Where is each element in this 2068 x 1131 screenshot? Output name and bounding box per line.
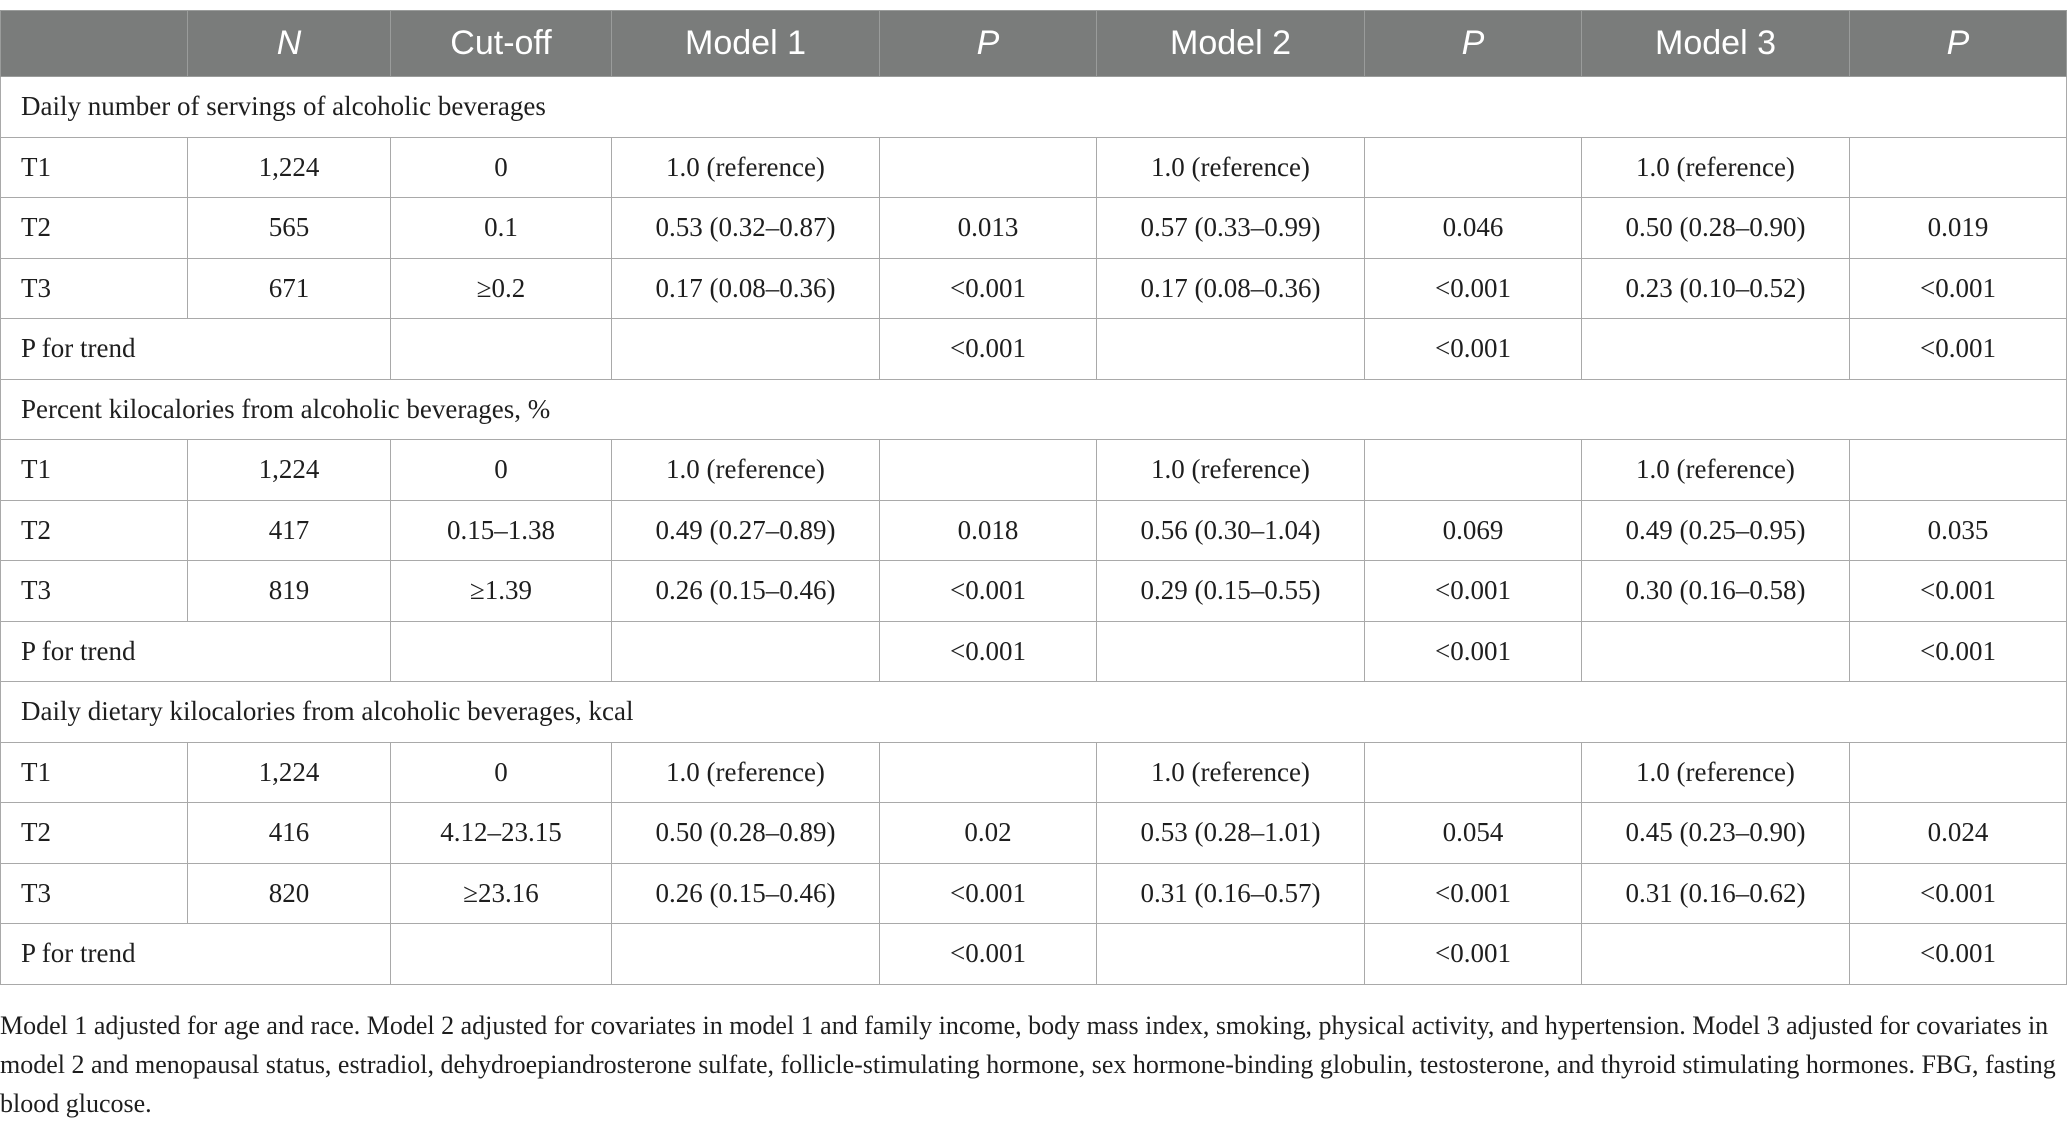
model-3-or: 0.45 (0.23–0.90) bbox=[1582, 803, 1850, 864]
model-2-or: 1.0 (reference) bbox=[1097, 742, 1365, 803]
model-1-or: 0.17 (0.08–0.36) bbox=[612, 258, 880, 319]
table-row bbox=[1, 440, 2067, 501]
header-model-1: Model 1 bbox=[612, 11, 880, 77]
trend-p-model-2: <0.001 bbox=[1365, 924, 1582, 985]
trend-p-model-3: <0.001 bbox=[1850, 319, 2067, 380]
table-row bbox=[1, 258, 2067, 319]
model-3-or: 0.49 (0.25–0.95) bbox=[1582, 500, 1850, 561]
tertile-label: T3 bbox=[1, 863, 188, 924]
model-3-or: 0.30 (0.16–0.58) bbox=[1582, 561, 1850, 622]
section-title: Daily number of servings of alcoholic beverages bbox=[1, 77, 2067, 138]
trend-p-model-2: <0.001 bbox=[1365, 319, 1582, 380]
empty-cell bbox=[612, 319, 880, 380]
model-1-p: <0.001 bbox=[880, 561, 1097, 622]
empty-cell bbox=[391, 621, 612, 682]
tertile-label: T3 bbox=[1, 561, 188, 622]
trend-p-model-3: <0.001 bbox=[1850, 621, 2067, 682]
model-3-or: 1.0 (reference) bbox=[1582, 742, 1850, 803]
model-2-or: 0.56 (0.30–1.04) bbox=[1097, 500, 1365, 561]
model-2-p: 0.069 bbox=[1365, 500, 1582, 561]
model-3-p bbox=[1850, 742, 2067, 803]
tertile-label: T3 bbox=[1, 258, 188, 319]
cutoff-value: 4.12–23.15 bbox=[391, 803, 612, 864]
model-2-or: 0.31 (0.16–0.57) bbox=[1097, 863, 1365, 924]
model-2-or: 1.0 (reference) bbox=[1097, 440, 1365, 501]
model-2-p: 0.054 bbox=[1365, 803, 1582, 864]
model-1-or: 0.50 (0.28–0.89) bbox=[612, 803, 880, 864]
model-3-p bbox=[1850, 440, 2067, 501]
header-row bbox=[1, 11, 2067, 77]
tertile-label: T1 bbox=[1, 742, 188, 803]
cutoff-value: 0 bbox=[391, 137, 612, 198]
model-1-p: <0.001 bbox=[880, 863, 1097, 924]
empty-cell bbox=[391, 924, 612, 985]
model-2-p bbox=[1365, 137, 1582, 198]
cutoff-value: ≥23.16 bbox=[391, 863, 612, 924]
model-2-p: 0.046 bbox=[1365, 198, 1582, 259]
model-2-p bbox=[1365, 440, 1582, 501]
header-model-2: Model 2 bbox=[1097, 11, 1365, 77]
tertile-label: T2 bbox=[1, 500, 188, 561]
trend-p-model-3: <0.001 bbox=[1850, 924, 2067, 985]
n-value: 1,224 bbox=[188, 137, 391, 198]
empty-cell bbox=[1097, 319, 1365, 380]
n-value: 1,224 bbox=[188, 742, 391, 803]
n-value: 416 bbox=[188, 803, 391, 864]
model-2-or: 0.57 (0.33–0.99) bbox=[1097, 198, 1365, 259]
trend-label: P for trend bbox=[1, 621, 391, 682]
model-3-p: <0.001 bbox=[1850, 863, 2067, 924]
tertile-label: T1 bbox=[1, 137, 188, 198]
model-3-or: 0.23 (0.10–0.52) bbox=[1582, 258, 1850, 319]
empty-cell bbox=[391, 319, 612, 380]
cutoff-value: 0.15–1.38 bbox=[391, 500, 612, 561]
section-header-row bbox=[1, 379, 2067, 440]
model-3-p bbox=[1850, 137, 2067, 198]
trend-label: P for trend bbox=[1, 924, 391, 985]
model-3-or: 0.50 (0.28–0.90) bbox=[1582, 198, 1850, 259]
model-3-or: 1.0 (reference) bbox=[1582, 137, 1850, 198]
model-1-p: 0.018 bbox=[880, 500, 1097, 561]
trend-p-model-2: <0.001 bbox=[1365, 621, 1582, 682]
model-2-or: 0.53 (0.28–1.01) bbox=[1097, 803, 1365, 864]
tertile-label: T2 bbox=[1, 803, 188, 864]
table-row bbox=[1, 561, 2067, 622]
n-value: 417 bbox=[188, 500, 391, 561]
n-value: 1,224 bbox=[188, 440, 391, 501]
model-1-or: 1.0 (reference) bbox=[612, 137, 880, 198]
header-p-model-2: P bbox=[1365, 11, 1582, 77]
model-1-p: 0.013 bbox=[880, 198, 1097, 259]
model-3-p: 0.019 bbox=[1850, 198, 2067, 259]
cutoff-value: ≥1.39 bbox=[391, 561, 612, 622]
model-2-p: <0.001 bbox=[1365, 258, 1582, 319]
table-row bbox=[1, 863, 2067, 924]
tertile-label: T2 bbox=[1, 198, 188, 259]
model-2-or: 1.0 (reference) bbox=[1097, 137, 1365, 198]
table-row bbox=[1, 803, 2067, 864]
results-table bbox=[0, 10, 2067, 985]
model-3-p: 0.035 bbox=[1850, 500, 2067, 561]
cutoff-value: ≥0.2 bbox=[391, 258, 612, 319]
empty-cell bbox=[1097, 924, 1365, 985]
trend-label: P for trend bbox=[1, 319, 391, 380]
table-row bbox=[1, 500, 2067, 561]
table-row bbox=[1, 137, 2067, 198]
empty-cell bbox=[1582, 924, 1850, 985]
model-2-p: <0.001 bbox=[1365, 863, 1582, 924]
section-header-row bbox=[1, 77, 2067, 138]
model-3-p: <0.001 bbox=[1850, 561, 2067, 622]
model-1-p bbox=[880, 440, 1097, 501]
model-2-or: 0.29 (0.15–0.55) bbox=[1097, 561, 1365, 622]
empty-cell bbox=[1582, 621, 1850, 682]
table-footnote: Model 1 adjusted for age and race. Model 2 adjusted for covariates in model 1 and family income, body mass index, smoking, physical activity, and hypertension. Model 3 adjusted for covariates in model 2 and menopausal status, estradiol, dehydroepiandrosterone sulfate, follicle-stimulating hormone, sex hormone-binding globulin, testosterone, and thyroid stimulating hormones. FBG, fasting blood glucose. bbox=[0, 1011, 2056, 1118]
section-header-row bbox=[1, 682, 2067, 743]
trend-p-model-1: <0.001 bbox=[880, 924, 1097, 985]
cutoff-value: 0 bbox=[391, 440, 612, 501]
table-row bbox=[1, 198, 2067, 259]
n-value: 820 bbox=[188, 863, 391, 924]
header-model-3: Model 3 bbox=[1582, 11, 1850, 77]
model-1-or: 1.0 (reference) bbox=[612, 440, 880, 501]
model-1-or: 0.53 (0.32–0.87) bbox=[612, 198, 880, 259]
n-value: 819 bbox=[188, 561, 391, 622]
model-1-or: 0.26 (0.15–0.46) bbox=[612, 863, 880, 924]
header-empty bbox=[1, 11, 188, 77]
n-value: 671 bbox=[188, 258, 391, 319]
model-3-or: 1.0 (reference) bbox=[1582, 440, 1850, 501]
table-body bbox=[1, 77, 2067, 985]
trend-row bbox=[1, 621, 2067, 682]
model-3-p: <0.001 bbox=[1850, 258, 2067, 319]
table-row bbox=[1, 742, 2067, 803]
model-3-p: 0.024 bbox=[1850, 803, 2067, 864]
trend-p-model-1: <0.001 bbox=[880, 319, 1097, 380]
empty-cell bbox=[612, 924, 880, 985]
model-1-or: 0.26 (0.15–0.46) bbox=[612, 561, 880, 622]
model-1-p: 0.02 bbox=[880, 803, 1097, 864]
model-1-or: 1.0 (reference) bbox=[612, 742, 880, 803]
model-2-p bbox=[1365, 742, 1582, 803]
trend-p-model-1: <0.001 bbox=[880, 621, 1097, 682]
model-1-or: 0.49 (0.27–0.89) bbox=[612, 500, 880, 561]
model-1-p bbox=[880, 742, 1097, 803]
model-2-p: <0.001 bbox=[1365, 561, 1582, 622]
model-1-p: <0.001 bbox=[880, 258, 1097, 319]
section-title: Percent kilocalories from alcoholic beverages, % bbox=[1, 379, 2067, 440]
trend-row bbox=[1, 924, 2067, 985]
empty-cell bbox=[1097, 621, 1365, 682]
section-title: Daily dietary kilocalories from alcoholic beverages, kcal bbox=[1, 682, 2067, 743]
header-p-model-3: P bbox=[1850, 11, 2067, 77]
trend-row bbox=[1, 319, 2067, 380]
header-p-model-1: P bbox=[880, 11, 1097, 77]
header-n: N bbox=[188, 11, 391, 77]
model-2-or: 0.17 (0.08–0.36) bbox=[1097, 258, 1365, 319]
cutoff-value: 0 bbox=[391, 742, 612, 803]
n-value: 565 bbox=[188, 198, 391, 259]
cutoff-value: 0.1 bbox=[391, 198, 612, 259]
tertile-label: T1 bbox=[1, 440, 188, 501]
header-cutoff: Cut-off bbox=[391, 11, 612, 77]
model-3-or: 0.31 (0.16–0.62) bbox=[1582, 863, 1850, 924]
empty-cell bbox=[612, 621, 880, 682]
model-1-p bbox=[880, 137, 1097, 198]
empty-cell bbox=[1582, 319, 1850, 380]
